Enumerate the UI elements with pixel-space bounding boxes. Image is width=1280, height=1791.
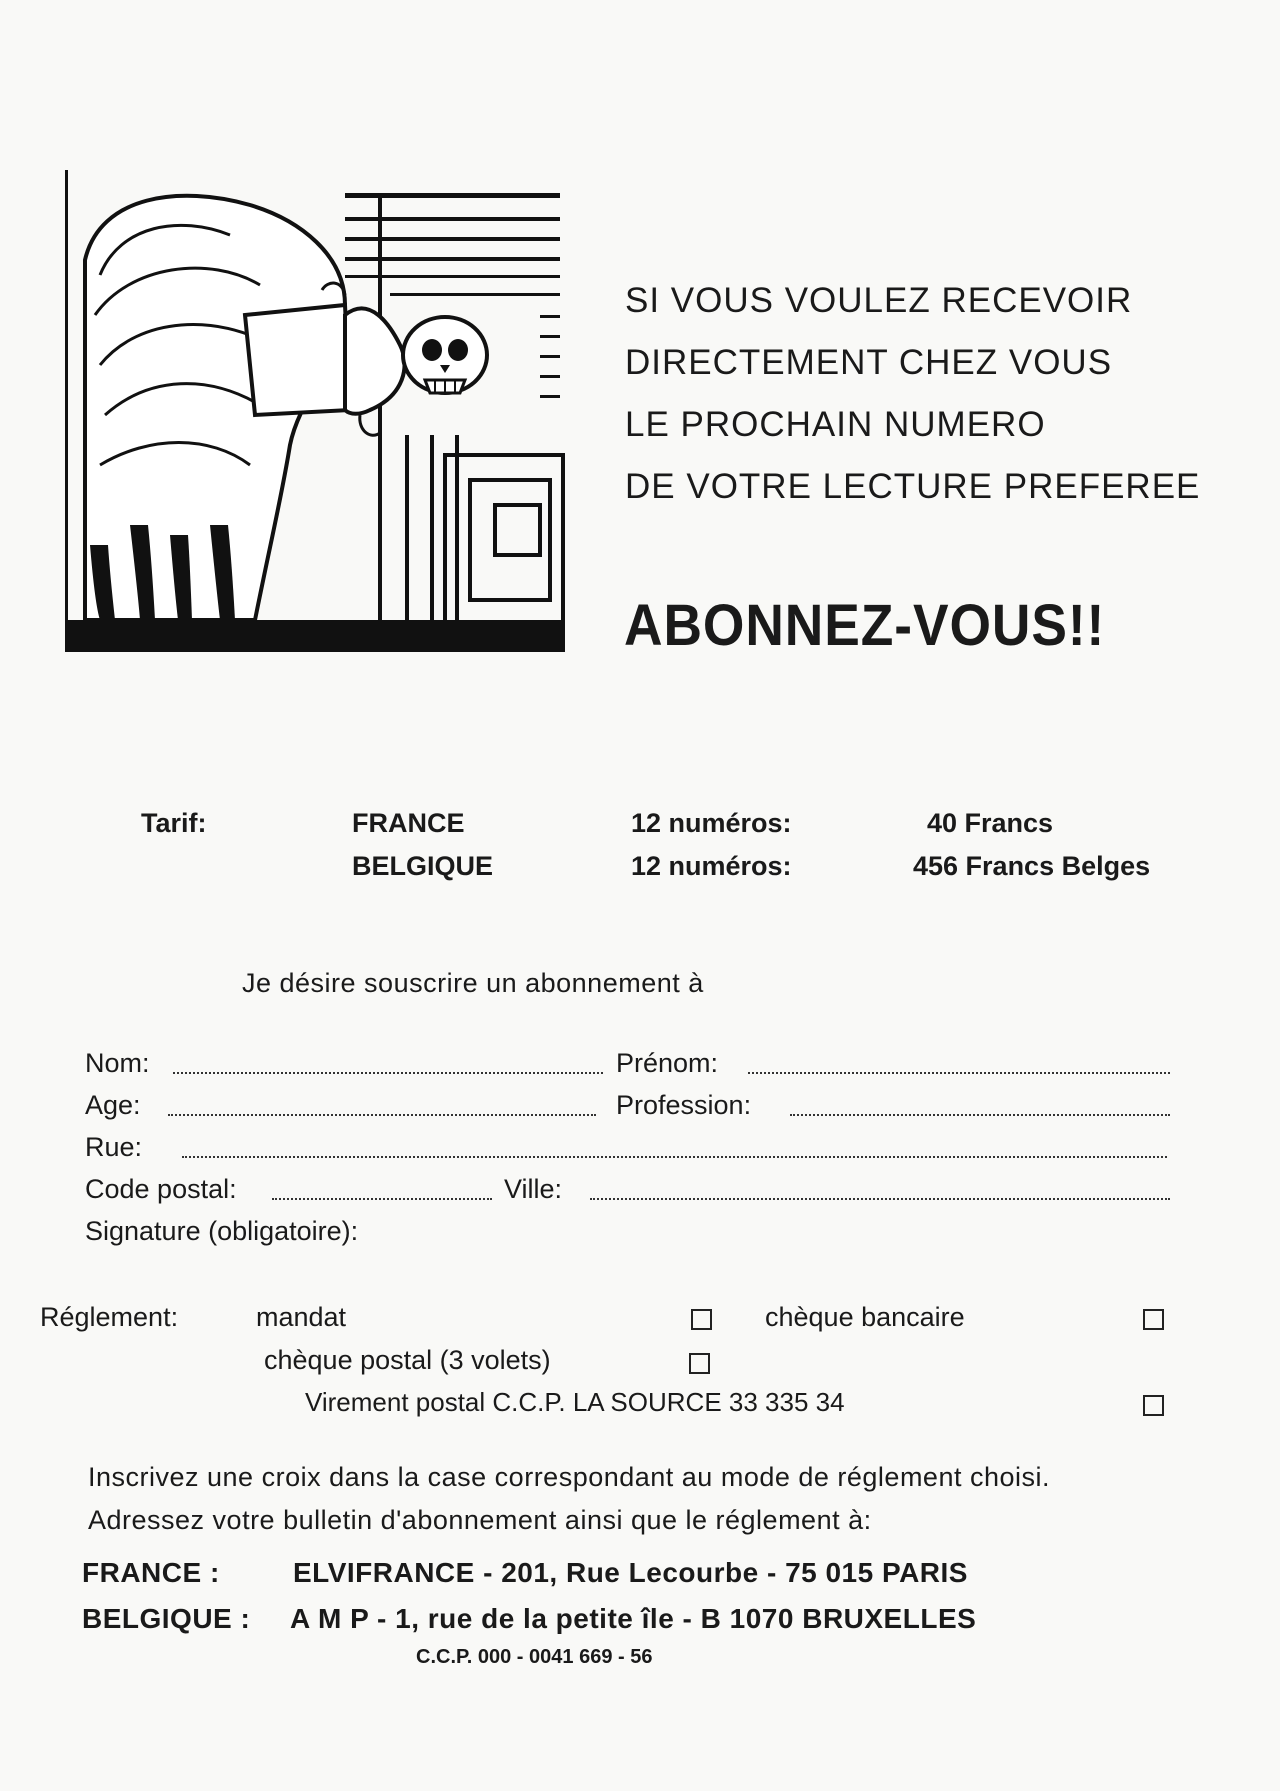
profession-label: Profession: <box>616 1090 752 1120</box>
cheque-postal-checkbox-icon[interactable] <box>689 1353 710 1374</box>
tarif-label: Tarif: <box>141 808 207 838</box>
pitch-line: DE VOTRE LECTURE PREFEREE <box>625 467 1201 506</box>
nom-label: Nom: <box>85 1048 150 1078</box>
reglement-label: Réglement: <box>40 1302 179 1332</box>
nom-field[interactable] <box>173 1072 603 1074</box>
france-address-label: FRANCE : <box>82 1557 220 1588</box>
skeleton-hand-illustration-icon <box>60 165 570 660</box>
pitch-line: LE PROCHAIN NUMERO <box>625 405 1046 444</box>
signature-label: Signature (obligatoire): <box>85 1216 359 1246</box>
pitch-line: DIRECTEMENT CHEZ VOUS <box>625 343 1113 382</box>
belgique-address: A M P - 1, rue de la petite île - B 1070 BRUXELLES <box>290 1603 977 1634</box>
prenom-label: Prénom: <box>616 1048 719 1078</box>
tarif-price: 456 Francs Belges <box>913 851 1151 881</box>
virement-checkbox-icon[interactable] <box>1143 1395 1164 1416</box>
form-intro: Je désire souscrire un abonnement à <box>242 968 704 998</box>
instruction-line-1: Inscrivez une croix dans la case correspondant au mode de réglement choisi. <box>88 1462 1050 1492</box>
cheque-postal-label: chèque postal (3 volets) <box>264 1345 551 1375</box>
tarif-issues: 12 numéros: <box>631 851 792 881</box>
rue-label: Rue: <box>85 1132 143 1162</box>
prenom-field[interactable] <box>748 1072 1170 1074</box>
virement-label: Virement postal C.C.P. LA SOURCE 33 335 34 <box>305 1387 845 1417</box>
age-label: Age: <box>85 1090 141 1120</box>
rue-field[interactable] <box>182 1156 1167 1158</box>
belgique-address-label: BELGIQUE : <box>82 1603 251 1634</box>
pitch-line: SI VOUS VOULEZ RECEVOIR <box>625 281 1133 320</box>
tarif-issues: 12 numéros: <box>631 808 792 838</box>
mandat-checkbox-icon[interactable] <box>691 1309 712 1330</box>
tarif-country: FRANCE <box>352 808 465 838</box>
tarif-price: 40 Francs <box>927 808 1054 838</box>
tarif-country: BELGIQUE <box>352 851 494 881</box>
pitch-text <box>625 270 1200 518</box>
mandat-label: mandat <box>256 1302 347 1332</box>
ville-field[interactable] <box>590 1198 1170 1200</box>
age-field[interactable] <box>168 1114 596 1116</box>
code-postal-field[interactable] <box>272 1198 492 1200</box>
ccp-number: C.C.P. 000 - 0041 669 - 56 <box>416 1646 653 1668</box>
call-to-action-heading: ABONNEZ-VOUS!! <box>624 593 1106 658</box>
code-postal-label: Code postal: <box>85 1174 237 1204</box>
instruction-line-2: Adressez votre bulletin d'abonnement ainsi que le réglement à: <box>88 1505 872 1535</box>
cheque-bancaire-label: chèque bancaire <box>765 1302 965 1332</box>
profession-field[interactable] <box>790 1114 1170 1116</box>
france-address: ELVIFRANCE - 201, Rue Lecourbe - 75 015 PARIS <box>293 1557 968 1588</box>
cheque-bancaire-checkbox-icon[interactable] <box>1143 1309 1164 1330</box>
ville-label: Ville: <box>504 1174 563 1204</box>
